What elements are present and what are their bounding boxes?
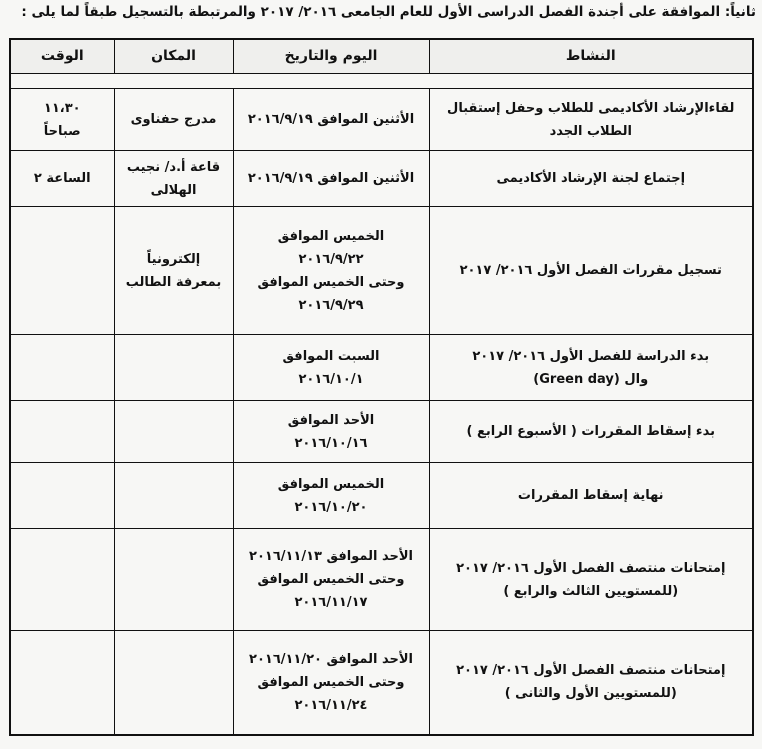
date-text-line: الخميس الموافق xyxy=(277,476,385,492)
activity-text-line: إمتحانات منتصف الفصل الأول ٢٠١٦/ ٢٠١٧ xyxy=(456,560,726,576)
cell-time xyxy=(10,89,114,151)
table-row xyxy=(10,463,753,529)
header-row xyxy=(10,39,753,74)
header-time: الوقت xyxy=(10,39,114,74)
date-text-line: الأحد الموافق xyxy=(287,412,375,428)
date-text-line: ٢٠١٦/٩/٢٩ xyxy=(298,297,364,313)
table-row xyxy=(10,529,753,631)
time-text-line: صباحاً xyxy=(43,123,81,139)
schedule-table xyxy=(9,38,754,736)
date-text-line: ٢٠١٦/١٠/٢٠ xyxy=(294,499,368,515)
date-text-line: الأثنين الموافق ٢٠١٦/٩/١٩ xyxy=(247,112,415,127)
cell-activity xyxy=(429,335,753,401)
table-row xyxy=(10,335,753,401)
time-text-line: ١١،٣٠ xyxy=(43,100,81,116)
cell-date xyxy=(233,207,429,335)
place-text-line: قاعة أ.د/ نجيب xyxy=(126,159,221,175)
cell-date xyxy=(233,529,429,631)
activity-text-line: الطلاب الجدد xyxy=(549,123,632,139)
activity-text-line: بدء الدراسة للفصل الأول ٢٠١٦/ ٢٠١٧ xyxy=(472,348,710,364)
section-heading: ثانياً: الموافقة على أجندة الفصل الدراسى الأول للعام الجامعى ٢٠١٦/ ٢٠١٧ والمرتبطة بالتسجيل طبقاً لما يلى : xyxy=(21,4,756,20)
header-activity: النشاط xyxy=(429,39,753,74)
date-text-line: ٢٠١٦/٩/٢٢ xyxy=(298,251,364,267)
activity-text-line: إمتحانات منتصف الفصل الأول ٢٠١٦/ ٢٠١٧ xyxy=(456,663,726,679)
place-text-line: مدرج حفناوى xyxy=(130,112,217,127)
cell-place xyxy=(114,89,233,151)
cell-time xyxy=(10,207,114,335)
cell-place xyxy=(114,335,233,401)
cell-activity xyxy=(429,463,753,529)
activity-text-line: تسجيل مقررات الفصل الأول ٢٠١٦/ ٢٠١٧ xyxy=(459,263,722,278)
date-text-line: ٢٠١٦/١١/٢٤ xyxy=(294,697,368,713)
cell-place xyxy=(114,463,233,529)
cell-date xyxy=(233,463,429,529)
date-text-line: وحتى الخميس الموافق xyxy=(257,274,405,290)
date-text-line: الأثنين الموافق ٢٠١٦/٩/١٩ xyxy=(247,171,415,186)
cell-time xyxy=(10,631,114,735)
cell-date xyxy=(233,401,429,463)
cell-time xyxy=(10,529,114,631)
activity-text-line: وال (Green day) xyxy=(533,371,649,387)
cell-activity xyxy=(429,89,753,151)
date-text-line: ٢٠١٦/١١/١٧ xyxy=(294,595,368,610)
date-text-line: ٢٠١٦/١٠/١ xyxy=(298,371,364,387)
cell-time xyxy=(10,151,114,207)
cell-date xyxy=(233,151,429,207)
header-place: المكان xyxy=(114,39,233,74)
cell-activity xyxy=(429,151,753,207)
cell-place xyxy=(114,631,233,735)
cell-date xyxy=(233,335,429,401)
table-row xyxy=(10,151,753,207)
date-text-line: وحتى الخميس الموافق xyxy=(257,674,405,690)
cell-place xyxy=(114,207,233,335)
date-text-line: السبت الموافق xyxy=(282,348,380,364)
cell-place xyxy=(114,529,233,631)
activity-text-line: (للمستويين الثالث والرابع ) xyxy=(503,583,679,599)
cell-date xyxy=(233,89,429,151)
cell-date xyxy=(233,631,429,735)
date-text-line: الأحد الموافق ٢٠١٦/١١/١٣ xyxy=(249,549,413,564)
cell-place xyxy=(114,151,233,207)
activity-text-line: نهاية إسقاط المقررات xyxy=(517,488,664,503)
cell-activity xyxy=(429,631,753,735)
activity-text-line: إجتماع لجنة الإرشاد الأكاديمى xyxy=(496,171,686,186)
time-text-line: الساعة ٢ xyxy=(33,171,91,186)
header-separator xyxy=(10,74,753,89)
cell-activity xyxy=(429,207,753,335)
table-row xyxy=(10,89,753,151)
table-row xyxy=(10,631,753,735)
cell-time xyxy=(10,401,114,463)
date-text-line: ٢٠١٦/١٠/١٦ xyxy=(294,435,368,451)
place-text-line: إلكترونياً xyxy=(146,251,201,267)
cell-time xyxy=(10,335,114,401)
place-text-line: بمعرفة الطالب xyxy=(125,274,222,290)
place-text-line: الهلالى xyxy=(150,182,197,198)
date-text-line: الأحد الموافق ٢٠١٦/١١/٢٠ xyxy=(249,651,413,667)
cell-time xyxy=(10,463,114,529)
activity-text-line: (للمستويين الأول والثانى ) xyxy=(504,686,677,702)
cell-place xyxy=(114,401,233,463)
cell-activity xyxy=(429,401,753,463)
date-text-line: وحتى الخميس الموافق xyxy=(257,572,405,587)
header-date: اليوم والتاريخ xyxy=(233,39,429,74)
table-row xyxy=(10,401,753,463)
activity-text-line: بدء إسقاط المقررات ( الأسبوع الرابع ) xyxy=(466,424,715,439)
date-text-line: الخميس الموافق xyxy=(277,228,385,244)
activity-text-line: لقاءالإرشاد الأكاديمى للطلاب وحفل إستقبال xyxy=(447,100,735,116)
table-row xyxy=(10,207,753,335)
cell-activity xyxy=(429,529,753,631)
